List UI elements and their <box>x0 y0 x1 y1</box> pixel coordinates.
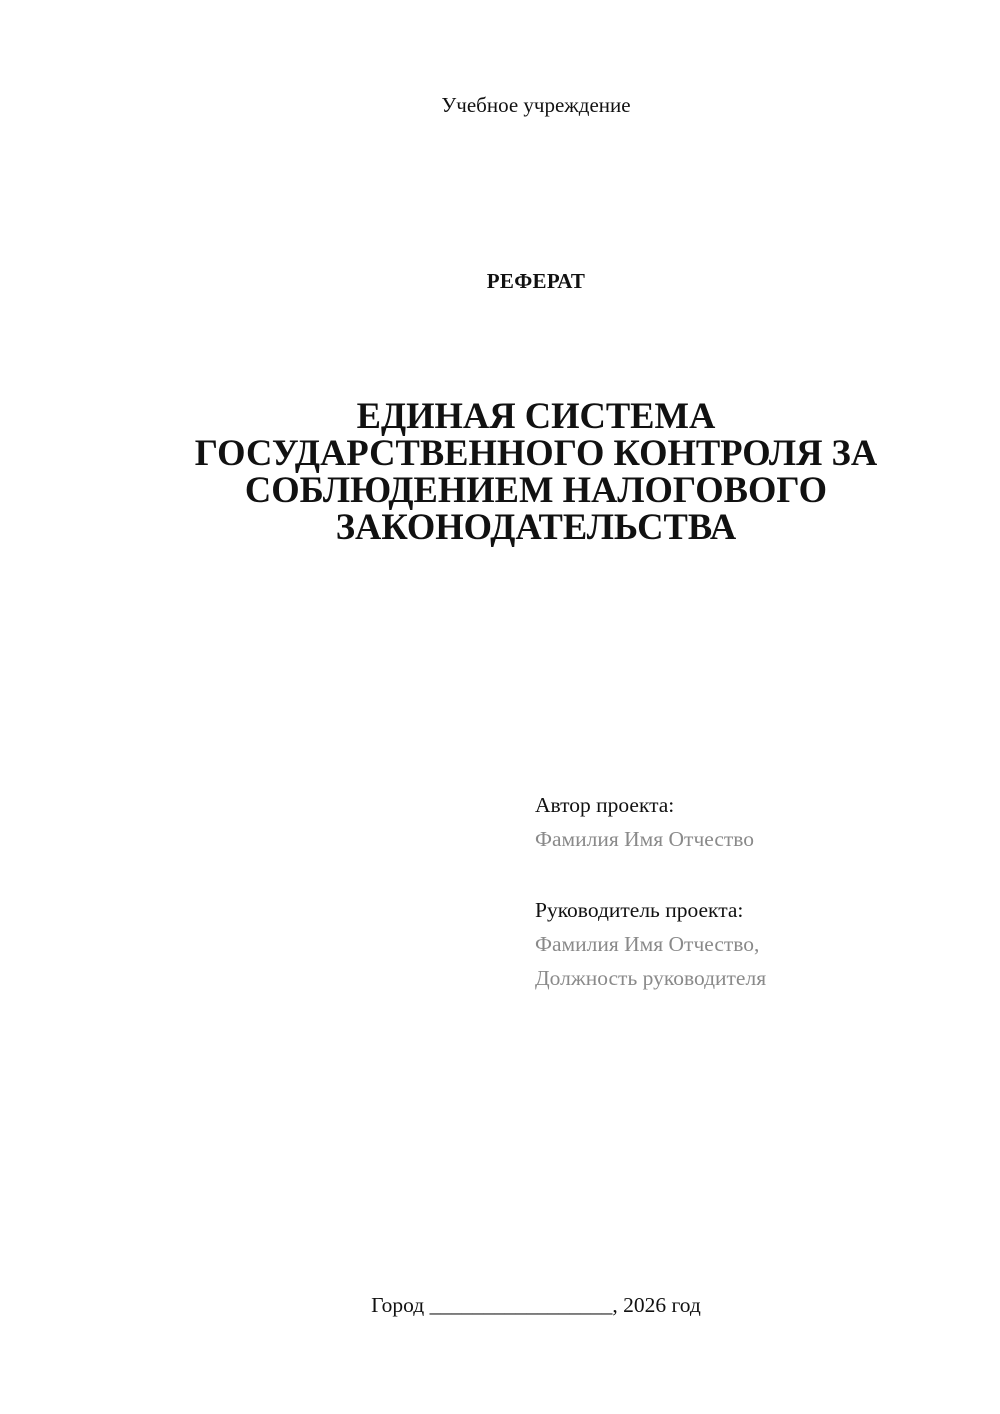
document-type: РЕФЕРАТ <box>486 269 586 293</box>
supervisor-label: Руководитель проекта: <box>535 898 744 922</box>
credits-block <box>535 788 975 995</box>
institution-name: Учебное учреждение <box>441 93 631 117</box>
author-block <box>535 788 975 856</box>
document-title <box>0 397 1000 545</box>
title-line: ЕДИНАЯ СИСТЕМА <box>356 395 716 436</box>
author-name: Фамилия Имя Отчество <box>535 827 755 851</box>
title-line: ЗАКОНОДАТЕЛЬСТВА <box>335 506 737 547</box>
city-year-line: Город _________________, 2026 год <box>371 1293 701 1317</box>
supervisor-block <box>535 893 975 995</box>
supervisor-name: Фамилия Имя Отчество, <box>535 932 760 956</box>
title-line: СОБЛЮДЕНИЕМ НАЛОГОВОГО <box>244 469 828 510</box>
author-label: Автор проекта: <box>535 793 675 817</box>
supervisor-position: Должность руководителя <box>535 966 767 990</box>
title-line: ГОСУДАРСТВЕННОГО КОНТРОЛЯ ЗА <box>194 432 878 473</box>
